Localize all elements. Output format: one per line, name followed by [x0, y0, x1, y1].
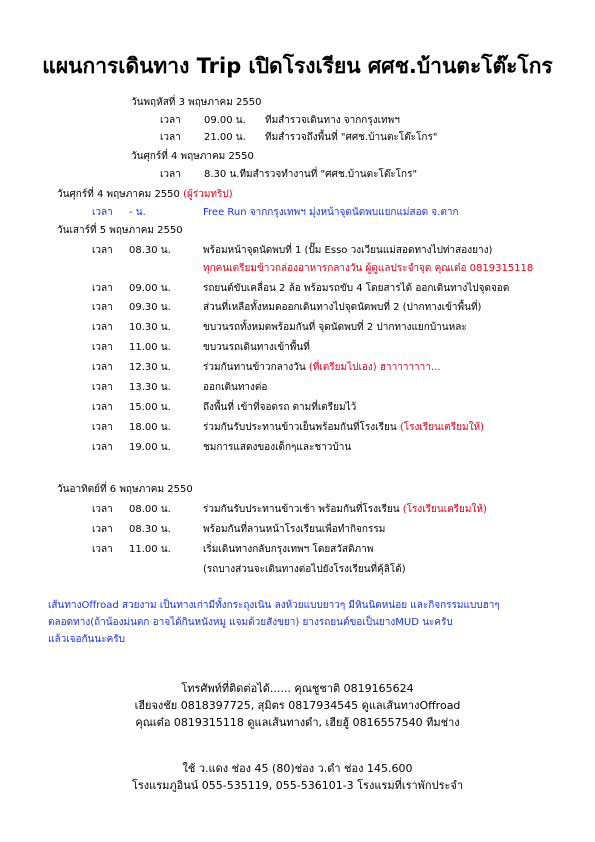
day4-row9-time: 18.00 น. — [129, 422, 171, 433]
day4-row3-time: 09.30 น. — [129, 302, 171, 313]
day5-row1-main: ร่วมกันรับประทานข้าวเช้า พร้อมกันที่โรงเรียน — [203, 504, 403, 515]
day4-row1-extra: ทุกคนเตรียมข้าวกล่องอาหารกลางวัน ผู้ดูแลประจำจุด คุณเต๋อ 0819315118 — [203, 263, 534, 274]
day5-row3-label: เวลา — [92, 544, 113, 555]
day1-row1-time: 09.00 น. — [204, 115, 246, 126]
note-line-1: เส้นทางOffroad สวยงาม เป็นทางเก่ามีทั้งกระถุงเนิน ลงห้วยแบบยาวๆ มีหินนิดหน่อย และกิจกรรมแบบฮาๆ — [48, 600, 500, 611]
day1-row2-label: เวลา — [160, 132, 181, 143]
day5-row3-extra: (รถบางส่วนจะเดินทางต่อไปยังโรงเรียนที่คุ้ลิโด้) — [203, 564, 406, 575]
day4-row9-label: เวลา — [92, 422, 113, 433]
day1-header: วันพฤหัสที่ 3 พฤษภาคม 2550 — [131, 97, 262, 108]
contact-line-5: โรงแรมภูอินน์ 055-535119, 055-536101-3 โรงแรมที่เราพักประจำ — [131, 779, 464, 792]
day4-row10-label: เวลา — [92, 442, 113, 453]
day4-row5-time: 11.00 น. — [129, 342, 171, 353]
note-line-2: ตลอดทาง(ถ้าน้องม่นตก อาจได้กินหนังหมู แจมด้วยสังขยา) ยางรถยนต์ขอเป็นยางMUD นะครับ — [48, 617, 453, 628]
day4-header: วันเสาร์ที่ 5 พฤษภาคม 2550 — [57, 225, 183, 236]
day5-row1-time: 08.00 น. — [129, 504, 171, 515]
day4-row7-time: 13.30 น. — [129, 382, 171, 393]
day5-row3-text: เริ่มเดินทางกลับกรุงเทพฯ โดยสวัสดิภาพ — [203, 544, 374, 555]
day1-row1-label: เวลา — [160, 115, 181, 126]
day4-row4-time: 10.30 น. — [129, 322, 171, 333]
day2-header: วันศุกร์ที่ 4 พฤษภาคม 2550 — [131, 151, 254, 162]
day4-row3-label: เวลา — [92, 302, 113, 313]
contact-line-2: เฮียจงชัย 0818397725, สุมิตร 0817934545 ดูแลเส้นทางOffroad — [134, 699, 461, 712]
day5-row3-time: 11.00 น. — [129, 544, 171, 555]
day4-row4-text: ขบวนรถทั้งหมดพร้อมกันที่ จุดนัดพบที่ 2 ปากทางแยกบ้านหละ — [203, 322, 467, 333]
day4-row2-label: เวลา — [92, 283, 113, 294]
day5-row1-label: เวลา — [92, 504, 113, 515]
day3-row-label: เวลา — [92, 207, 113, 218]
day5-header: วันอาทิตย์ที่ 6 พฤษภาคม 2550 — [57, 484, 193, 495]
day4-row1-label: เวลา — [92, 245, 113, 256]
day4-row8-time: 15.00 น. — [129, 402, 171, 413]
day3-header-text: วันศุกร์ที่ 4 พฤษภาคม 2550 — [57, 189, 180, 200]
day5-row2-text: พร้อมกันที่ลานหน้าโรงเรียนเพื่อทำกิจกรรม — [203, 524, 386, 535]
day3-header — [57, 188, 233, 201]
day2-row1-text: 8.30 น.ทีมสำรวจทำงานที่ "ศศช.บ้านตะโต๊ะโกร" — [204, 169, 418, 180]
contact-line-1: โทรศัพท์ที่ติดต่อได้...... คุณชูชาติ 0819165624 — [181, 682, 414, 695]
page-title: แผนการเดินทาง Trip เปิดโรงเรียน ศศช.บ้านตะโต๊ะโกร — [42, 54, 553, 78]
day4-row6-label: เวลา — [92, 362, 113, 373]
day4-row8-label: เวลา — [92, 402, 113, 413]
day4-row1-time: 08.30 น. — [129, 245, 171, 256]
day4-row2-text: รถยนต์ขับเคลื่อน 2 ล้อ พร้อมรถขับ 4 โดยสารได้ ออกเดินทางไปจุดจอด — [203, 283, 510, 294]
day4-row5-label: เวลา — [92, 342, 113, 353]
contact-line-3: คุณเต๋อ 0819315118 ดูแลเส้นทางดำ, เฮียฮู้ 0816557540 ทีมช่าง — [135, 716, 460, 729]
note-line-3: แล้วเจอกันนะครับ — [48, 634, 125, 645]
contact-line-4: ใช้ ว.แดง ช่อง 45 (80)ช่อง ว.ดำ ช่อง 145.600 — [182, 762, 413, 775]
day5-row1-red: (โรงเรียนเตรียมให้) — [402, 504, 487, 515]
day4-row8-text: ถึงพื้นที่ เข้าที่จอดรถ ตามที่เตรียมไว้ — [203, 402, 357, 413]
day5-row2-label: เวลา — [92, 524, 113, 535]
day4-row6-time: 12.30 น. — [129, 362, 171, 373]
day4-row6-text — [203, 361, 440, 374]
day4-row5-text: ขบวนรถเดินทางเข้าพื้นที่ — [203, 342, 310, 353]
day4-row1-text: พร้อมหน้าจุดนัดพบที่ 1 (ปั๊ม Esso วงเวียนแม่สอดทางไปท่าสองยาง) — [203, 245, 493, 256]
day4-row3-text: ส่วนที่เหลือทั้งหมดออกเดินทางไปจุดนัดพบที่ 2 (ปากทางเข้าพื้นที่) — [203, 302, 482, 313]
day5-row1-text — [203, 503, 487, 516]
day2-row1-label: เวลา — [160, 169, 181, 180]
day4-row9-red: (โรงเรียนเตรียมให้) — [399, 422, 484, 433]
day4-row7-text: ออกเดินทางต่อ — [203, 382, 268, 393]
day4-row9-text — [203, 421, 484, 434]
day4-row6-red: (ที่เตรียมไปเอง) ฮาาาาาาาา... — [308, 362, 441, 373]
day1-row1-text: ทีมสำรวจเดินทาง จากกรุงเทพฯ — [265, 115, 400, 126]
day5-row2-time: 08.30 น. — [129, 524, 171, 535]
day4-row6-main: ร่วมกันทานข้าวกลางวัน — [203, 362, 309, 373]
day4-row9-main: ร่วมกันรับประทานข้าวเย็นพร้อมกันที่โรงเรียน — [203, 422, 400, 433]
day3-header-note: (ผู้ร่วมทริป) — [183, 189, 233, 200]
day4-row7-label: เวลา — [92, 382, 113, 393]
day4-row10-time: 19.00 น. — [129, 442, 171, 453]
day3-row-text: Free Run จากกรุงเทพฯ มุ่งหน้าจุดนัดพบแยกแม่สอด จ.ตาก — [203, 207, 459, 218]
day3-row-time: - น. — [129, 207, 146, 218]
day4-row2-time: 09.00 น. — [129, 283, 171, 294]
day4-row4-label: เวลา — [92, 322, 113, 333]
day4-row10-text: ชมการแสดงของเด็กๆและชาวบ้าน — [203, 442, 352, 453]
day1-row2-text: ทีมสำรวจถึงพื้นที่ "ศศช.บ้านตะโต๊ะโกร" — [265, 132, 438, 143]
day1-row2-time: 21.00 น. — [204, 132, 246, 143]
